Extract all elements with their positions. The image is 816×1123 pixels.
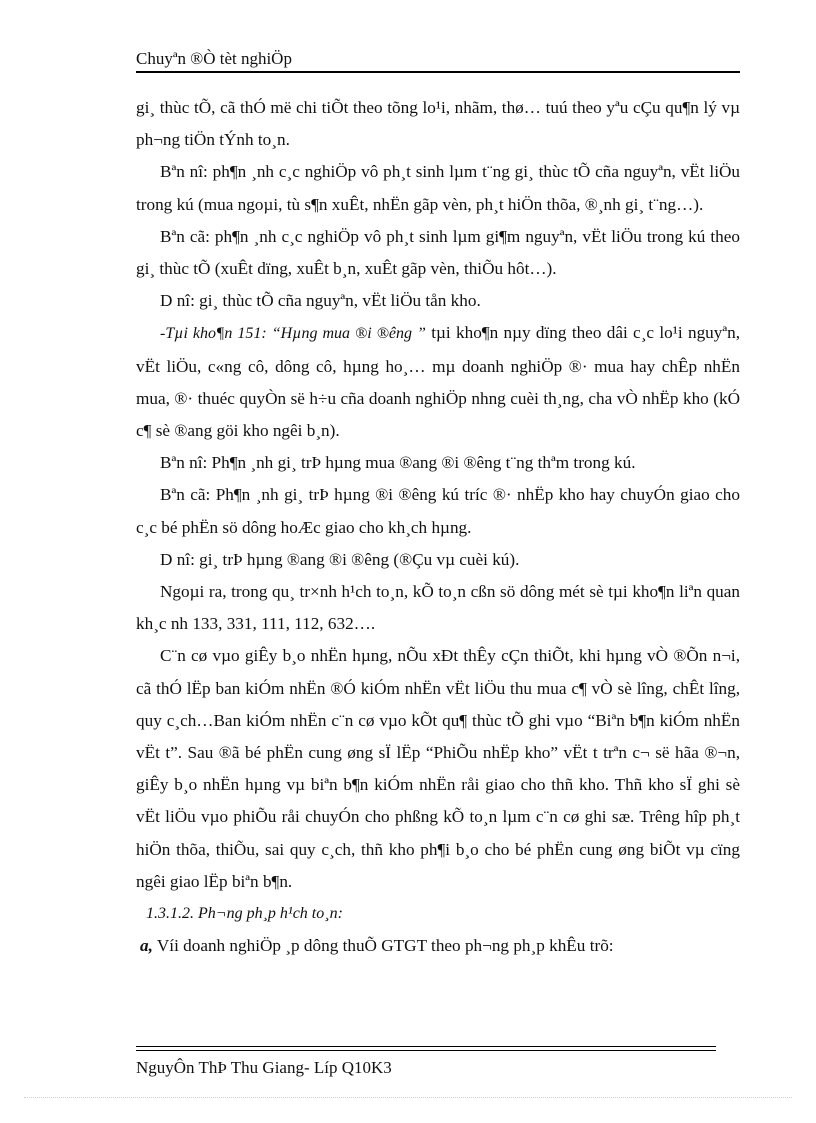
page-edge: [24, 1097, 792, 1098]
paragraph: Bªn cã: ph¶n ¸nh c¸c nghiÖp vô ph¸t sinh lµm gi¶m nguyªn, vËt liÖu trong kú theo gi¸ thùc tÕ (xuÊt dïng, xuÊt b¸n, xuÊt gãp vèn, thiÕu hôt…).: [136, 226, 740, 279]
document-body: [136, 92, 740, 962]
account-151-title: -Tµi kho¶n 151: “Hµng mua ®i ®êng ”: [160, 325, 426, 343]
clause-text: Víi doanh nghiÖp ¸p dông thuÕ GTGT theo ph¬ng ph¸p khÊu trõ:: [152, 936, 614, 956]
clause-label: a,: [140, 936, 153, 956]
paragraph: C¨n cø vµo giÊy b¸o nhËn hµng, nÕu xÐt thÊy cÇn thiÕt, khi hµng vÒ ®Õn n¬i, cã thÓ lËp ban kiÓm nhËn ®Ó kiÓm nhËn vËt liÖu thu mua c¶ vÒ sè lîng, chÊt lîng, quy c¸ch…Ban kiÓm nhËn c¨n cø vµo kÕt qu¶ thùc tÕ ghi vµo “Biªn b¶n kiÓm nhËn vËt t”. Sau ®ã bé phËn cung øng sÏ lËp “PhiÕu nhËp kho” vËt t trªn c¬ së hãa ®¬n, giÊy b¸o nhËn hµng vµ biªn b¶n kiÓm nhËn råi giao cho thñ kho. Thñ kho sÏ ghi sè vËt liÖu vµo phiÕu råi chuyÓn cho phßng kÕ to¸n lµm c¨n cø ghi sæ. Trêng hîp ph¸t hiÖn thõa, thiÕu, sai quy c¸ch, thñ kho ph¶i b¸o cho bé phËn cung øng biÕt vµ cïng ngêi giao lËp biªn b¶n.: [136, 646, 740, 891]
paragraph: D nî: gi¸ trÞ hµng ®ang ®i ®êng (®Çu vµ cuèi kú).: [160, 549, 520, 569]
paragraph: Bªn nî: Ph¶n ¸nh gi¸ trÞ hµng mua ®ang ®i ®êng t¨ng thªm trong kú.: [160, 453, 636, 473]
footer-divider-bottom: [136, 1050, 716, 1051]
header-title: Chuyªn ®Ò tèt nghiÖp: [136, 49, 292, 68]
footer-divider-top: [136, 1046, 716, 1047]
paragraph: gi¸ thùc tÕ, cã thÓ më chi tiÕt theo tõng lo¹i, nhãm, thø… tuú theo yªu cÇu qu¶n lý vµ ph¬ng tiÖn tÝnh to¸n.: [136, 98, 740, 150]
account-151-description: tµi kho¶n nµy dïng theo dâi c¸c lo¹i nguyªn, vËt liÖu, c«ng cô, dông cô, hµng ho¸… mµ doanh nghiÖp ®· mua hay chÊp nhËn mua, ®· thuéc quyÒn së h÷u cña doanh nghiÖp nhng cuèi th¸ng, cha vÒ nhËp kho (kÓ c¶ sè ®ang göi kho ngêi b¸n).: [136, 323, 741, 441]
footer-author: NguyÔn ThÞ Thu Giang- Líp Q10K3: [136, 1058, 392, 1077]
paragraph: Bªn cã: Ph¶n ¸nh gi¸ trÞ hµng ®i ®êng kú tríc ®· nhËp kho hay chuyÓn giao cho c¸c bé phËn sö dông hoÆc giao cho kh¸ch hµng.: [136, 485, 740, 537]
section-heading: 1.3.1.2. Ph¬ng ph¸p h¹ch to¸n:: [146, 905, 343, 923]
paragraph: D nî: gi¸ thùc tÕ cña nguyªn, vËt liÖu tån kho.: [160, 291, 481, 311]
header-divider: [136, 71, 740, 73]
account-151-paragraph: [136, 317, 740, 447]
clause-a: [140, 930, 740, 962]
paragraph: Bªn nî: ph¶n ¸nh c¸c nghiÖp vô ph¸t sinh lµm t¨ng gi¸ thùc tÕ cña nguyªn, vËt liÖu trong kú (mua ngoµi, tù s¶n xuÊt, nhËn gãp vèn, ph¸t hiÖn thõa, ®¸nh gi¸ t¨ng…).: [136, 162, 740, 214]
paragraph: Ngoµi ra, trong qu¸ tr×nh h¹ch to¸n, kÕ to¸n cßn sö dông mét sè tµi kho¶n liªn quan kh¸c nh 133, 331, 111, 112, 632….: [136, 582, 740, 634]
